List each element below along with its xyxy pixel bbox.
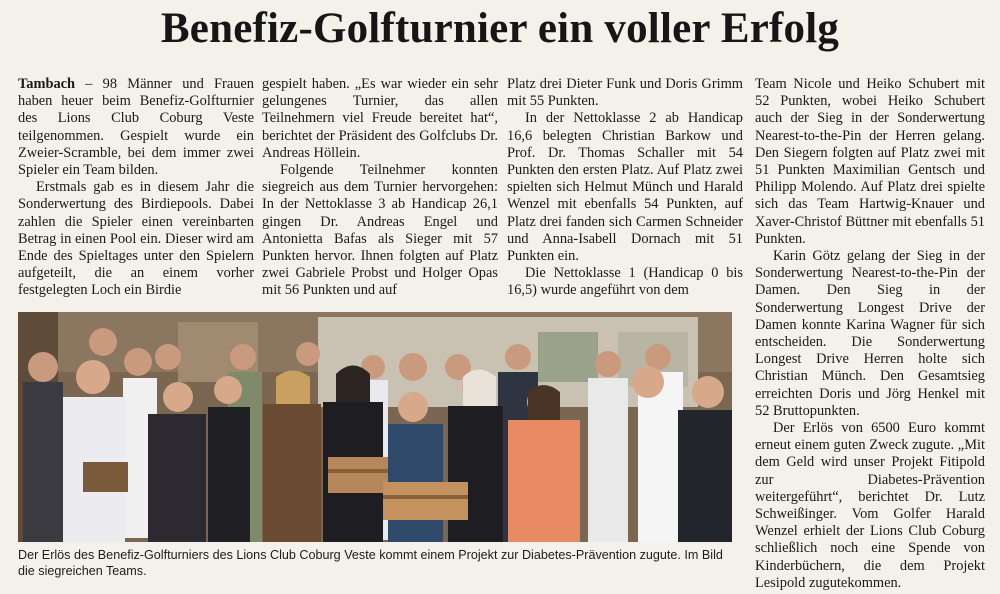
- paragraph: Der Erlös von 6500 Euro kommt erneut einem guten Zweck zugute. „Mit dem Geld wird unser Projekt Fitipold zur Diabetes-Prävention weitergeführt“, berichtet Dr. Lutz Schweißinger. Vom Golfer Harald Wenzel erhielt der Lions Club Coburg schließlich noch eine Spende von Kinderbüchern, die dem Projekt Lesipold zugutekommen.: [755, 420, 985, 591]
- article-column-3: [507, 76, 743, 300]
- article-column-4: [755, 76, 985, 592]
- paragraph: Die Nettoklasse 1 (Handicap 0 bis 16,5) wurde angeführt von dem: [507, 265, 743, 299]
- paragraph: Karin Götz gelang der Sieg in der Sonderwertung Nearest-to-the-Pin der Damen. Den Sieg in der Sonderwertung Longest Drive der Damen konnte Karina Wagner für sich entscheiden. Die Sonderwertung Longest Drive Herren holte sich Christian Münch. Den Gesamtsieg erreichten Doris und Jörg Henkel mit 52 Bruttopunkten.: [755, 248, 985, 419]
- paragraph: Platz drei Dieter Funk und Doris Grimm mit 55 Punkten.: [507, 76, 743, 110]
- paragraph: Folgende Teilnehmer konnten siegreich aus dem Turnier hervorgehen: In der Nettoklasse 3 ab Handicap 26,1 gingen Dr. Andreas Engel und Antonietta Bafas als Sieger mit 57 Punkten hervor. Ihnen folgten auf Platz zwei Gabriele Probst und Holger Opas mit 56 Punkten und auf: [262, 162, 498, 299]
- group-photo-illustration: [18, 312, 732, 542]
- group-photo: [18, 312, 732, 542]
- paragraph: [18, 76, 254, 179]
- article-column-2: [262, 76, 498, 300]
- paragraph: gespielt haben. „Es war wieder ein sehr gelungenes Turnier, das allen Teilnehmern viel Freude bereitet hat“, berichtet der Präsident des Golfclubs Dr. Andreas Höllein.: [262, 76, 498, 161]
- paragraph: Erstmals gab es in diesem Jahr die Sonderwertung des Birdiepools. Dabei zahlen die Spieler einen vereinbarten Betrag in einen Pool ein. Dieser wird am Ende des Spieltages unter den Spielern aufgeteilt, die an einem vorher festgelegten Loch ein Birdie: [18, 179, 254, 299]
- paragraph: Team Nicole und Heiko Schubert mit 52 Punkten, wobei Heiko Schubert auch der Sieg in der Sonderwertung Nearest-to-the-Pin der Herren gelang. Den Siegern folgten auf Platz zwei mit 51 Punkten Maximilian Gentsch und Philipp Molendo. Auf Platz drei spielte sich das Team Hartwig-Knauer und Xaver-Christof Büttner mit ebenfalls 51 Punkten.: [755, 76, 985, 247]
- paragraph: In der Nettoklasse 2 ab Handicap 16,6 belegten Christian Barkow und Prof. Dr. Thomas Schaller mit 54 Punkten den ersten Platz. Auf Platz zwei spielten sich Helmut Münch und Harald Wenzel mit ebenfalls 54 Punkten, auf Platz drei fanden sich Carmen Schneider und Anna-Isabell Dornach mit 51 Punkten ein.: [507, 110, 743, 265]
- photo-caption: Der Erlös des Benefiz-Golfturniers des Lions Club Coburg Veste kommt einem Projekt zur Diabetes-Prävention zugute. Im Bild die siegreichen Teams.: [18, 548, 723, 578]
- article-column-1: [18, 76, 254, 300]
- paragraph-text: – 98 Männer und Frauen haben heuer beim Benefiz-Golfturnier des Lions Club Coburg Veste teilgenommen. Gespielt wurde ein Zweier-Scramble, bei dem immer zwei Spieler ein Team bilden.: [18, 76, 254, 179]
- dateline: Tambach: [18, 76, 76, 92]
- headline: Benefiz-Golfturnier ein voller Erfolg: [160, 5, 840, 52]
